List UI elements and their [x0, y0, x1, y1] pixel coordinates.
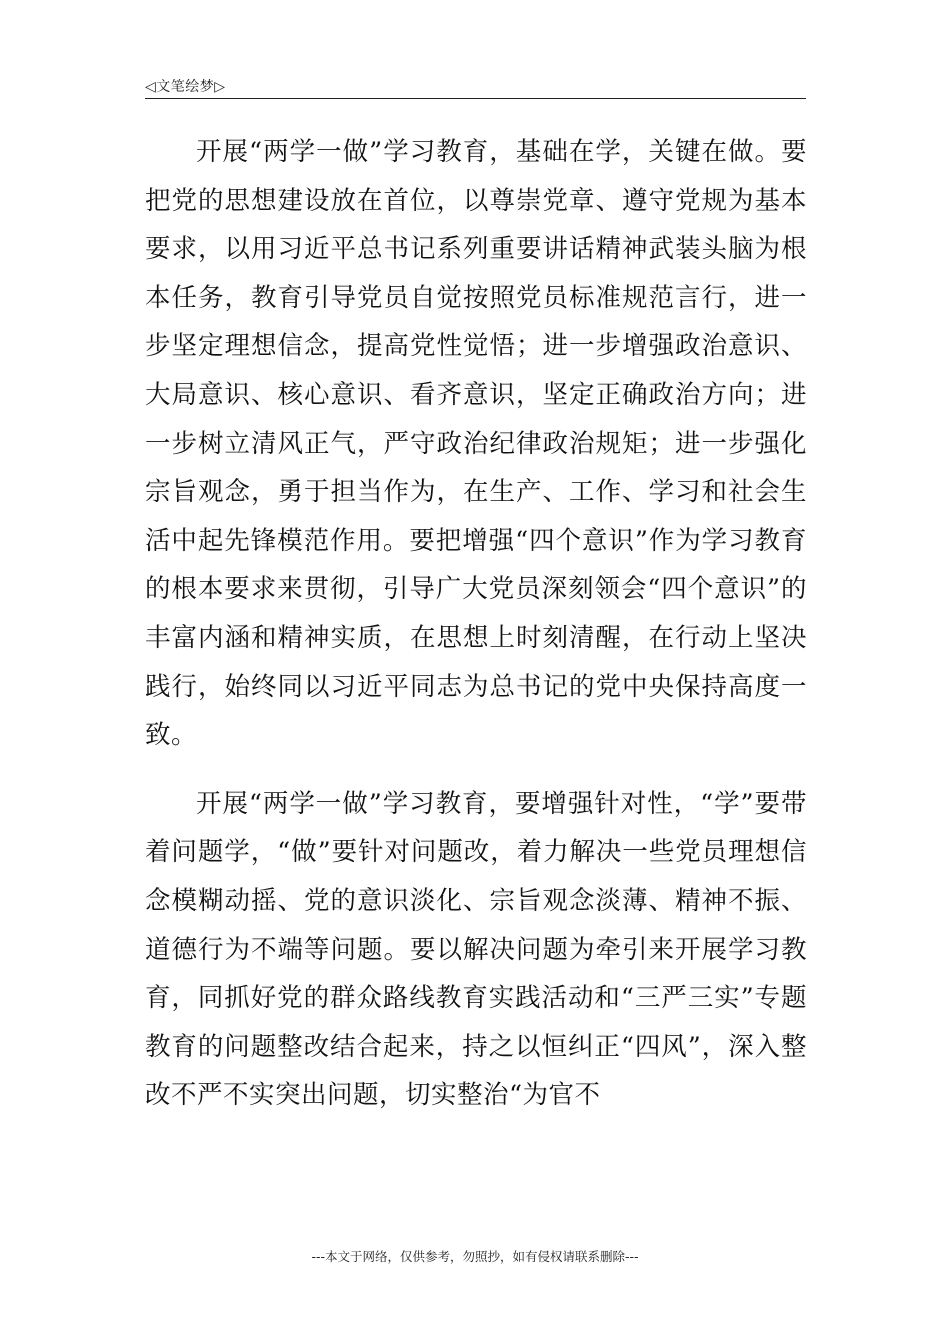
document-body	[145, 128, 807, 1120]
page-footer: ---本文于网络，仅供参考，勿照抄，如有侵权请联系删除---	[311, 1249, 639, 1264]
header-title: ◁文笔绘梦▷	[145, 79, 226, 95]
paragraph-1: 开展“两学一做”学习教育，基础在学，关键在做。要把党的思想建设放在首位，以尊崇党章、遵守党规为基本要求，以用习近平总书记系列重要讲话精神武装头脑为根本任务，教育引导党员自觉按照党员标准规范言行，进一步坚定理想信念，提高党性觉悟；进一步增强政治意识、大局意识、核心意识、看齐意识，坚定正确政治方向；进一步树立清风正气，严守政治纪律政治规矩；进一步强化宗旨观念，勇于担当作为，在生产、工作、学习和社会生活中起先锋模范作用。要把增强“四个意识”作为学习教育的根本要求来贯彻，引导广大党员深刻领会“四个意识”的丰富内涵和精神实质，在思想上时刻清醒，在行动上坚决践行，始终同以习近平同志为总书记的党中央保持高度一致。	[145, 137, 807, 751]
paragraph-2: 开展“两学一做”学习教育，要增强针对性，“学”要带着问题学，“做”要针对问题改，着力解决一些党员理想信念模糊动摇、党的意识淡化、宗旨观念淡薄、精神不振、道德行为不端等问题。要以解决问题为牵引来开展学习教育，同抓好党的群众路线教育实践活动和“三严三实”专题教育的问题整改结合起来，持之以恒纠正“四风”，深入整改不严不实突出问题，切实整治“为官不	[145, 788, 807, 1111]
page-header	[145, 74, 806, 99]
